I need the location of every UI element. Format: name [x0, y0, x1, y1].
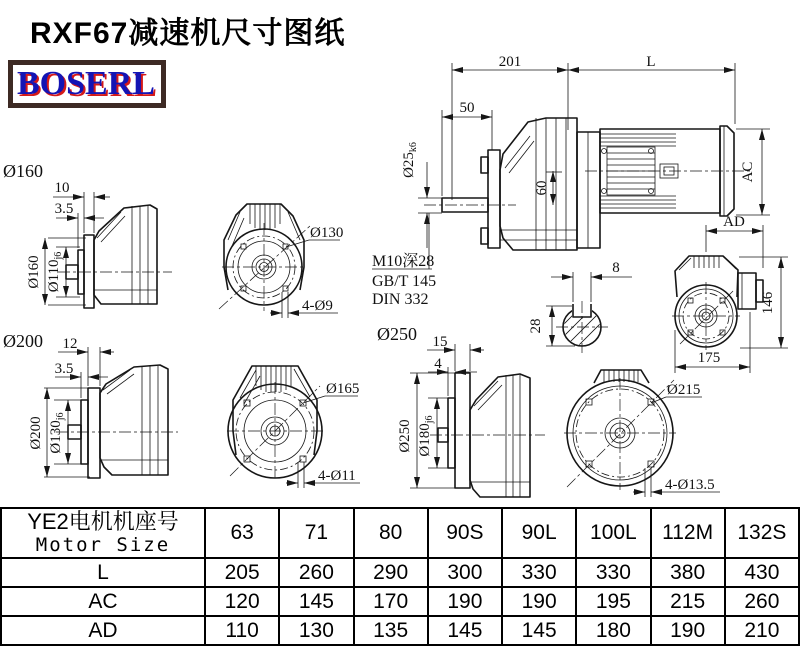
dim-v250-spigot: $Ø180_{j6}$ — [417, 415, 435, 457]
cell: 195 — [576, 587, 650, 616]
flange200-side-view — [3, 331, 178, 478]
cell: 190 — [428, 587, 502, 616]
table-row-AD — [1, 616, 799, 645]
col-header: 112M — [651, 508, 725, 558]
dim-v200-outer: Ø200 — [28, 416, 44, 450]
thread-note — [372, 213, 436, 308]
col-header: 63 — [205, 508, 279, 558]
cell: 210 — [725, 616, 799, 645]
cell: 170 — [354, 587, 428, 616]
dim-key-width: 8 — [612, 260, 620, 276]
dim-60: 60 — [534, 180, 550, 196]
dim-v160-t2: 3.5 — [54, 201, 74, 217]
dim-v160-outer: Ø160 — [26, 255, 42, 289]
dim-front215-bolt: Ø215 — [667, 382, 701, 398]
cell: 300 — [428, 558, 502, 587]
dim-front215-holes: 4-Ø13.5 — [665, 477, 715, 493]
row-label: AC — [1, 587, 205, 616]
flange160-side-view — [3, 161, 172, 308]
dim-v250-t2: 4 — [434, 356, 442, 372]
cell: 120 — [205, 587, 279, 616]
cell: 145 — [279, 587, 353, 616]
ad-end-view — [672, 214, 788, 373]
view250-label: Ø250 — [377, 324, 417, 344]
dim-shaft-dia: $Ø25_{k6}$ — [401, 142, 419, 178]
col-header: 100L — [576, 508, 650, 558]
note-din: DIN 332 — [372, 291, 429, 308]
dim-v200-spigot: $Ø130_{j6}$ — [48, 412, 66, 454]
header-en: Motor Size — [35, 533, 171, 556]
dim-front165-holes: 4-Ø11 — [318, 468, 356, 484]
header-zh: YE2电机机座号 — [27, 509, 179, 535]
note-gbt: GB/T 145 — [372, 273, 437, 290]
cell: 330 — [576, 558, 650, 587]
cell: 110 — [205, 616, 279, 645]
dim-AC: AC — [740, 161, 756, 183]
cell: 190 — [502, 587, 576, 616]
cell: 330 — [502, 558, 576, 587]
col-header: 80 — [354, 508, 428, 558]
note-thread: M10深28 — [372, 253, 435, 270]
view160-label: Ø160 — [3, 161, 43, 181]
col-header: 90L — [502, 508, 576, 558]
dim-front130-holes: 4-Ø9 — [302, 298, 333, 314]
flange250-front-view — [564, 370, 720, 497]
cell: 260 — [725, 587, 799, 616]
dim-v160-spigot: $Ø110_{j6}$ — [46, 251, 64, 293]
dim-AD: AD — [723, 214, 745, 230]
logo-text: BOSERL — [17, 65, 155, 102]
table-row-AC — [1, 587, 799, 616]
row-label: L — [1, 558, 205, 587]
view200-label: Ø200 — [3, 331, 43, 351]
table-row-L — [1, 558, 799, 587]
cell: 380 — [651, 558, 725, 587]
dim-key-depth: 28 — [528, 318, 544, 334]
flange250-side-view — [377, 324, 545, 497]
cell: 190 — [651, 616, 725, 645]
dim-v160-t1: 10 — [54, 180, 70, 196]
table-header-motor-size — [1, 508, 205, 558]
row-label: AD — [1, 616, 205, 645]
dim-50: 50 — [459, 100, 475, 116]
dim-v200-t1: 12 — [62, 336, 78, 352]
cell: 135 — [354, 616, 428, 645]
motor-dimension-table — [0, 507, 800, 646]
cell: 180 — [576, 616, 650, 645]
cell: 430 — [725, 558, 799, 587]
key-section-view — [528, 260, 636, 382]
page-title: RXF67减速机尺寸图纸 — [30, 17, 346, 50]
cell: 145 — [502, 616, 576, 645]
dim-201: 201 — [498, 54, 522, 70]
flange200-front-view — [227, 366, 360, 488]
dim-L: L — [646, 54, 656, 70]
dim-v250-t1: 15 — [432, 334, 448, 350]
cell: 130 — [279, 616, 353, 645]
cell: 290 — [354, 558, 428, 587]
cell: 215 — [651, 587, 725, 616]
dim-175: 175 — [697, 350, 721, 366]
cell: 205 — [205, 558, 279, 587]
col-header: 71 — [279, 508, 353, 558]
dim-front165-bolt: Ø165 — [326, 381, 360, 397]
dim-v250-outer: Ø250 — [397, 419, 413, 453]
dim-146: 146 — [760, 291, 776, 315]
col-header: 90S — [428, 508, 502, 558]
cell: 145 — [428, 616, 502, 645]
dim-v200-t2: 3.5 — [54, 361, 74, 377]
col-header: 132S — [725, 508, 799, 558]
assembly-side-view — [401, 54, 770, 250]
boserl-logo — [8, 60, 166, 108]
cell: 260 — [279, 558, 353, 587]
flange160-front-view — [219, 204, 343, 318]
dim-front130-bolt: Ø130 — [310, 225, 344, 241]
